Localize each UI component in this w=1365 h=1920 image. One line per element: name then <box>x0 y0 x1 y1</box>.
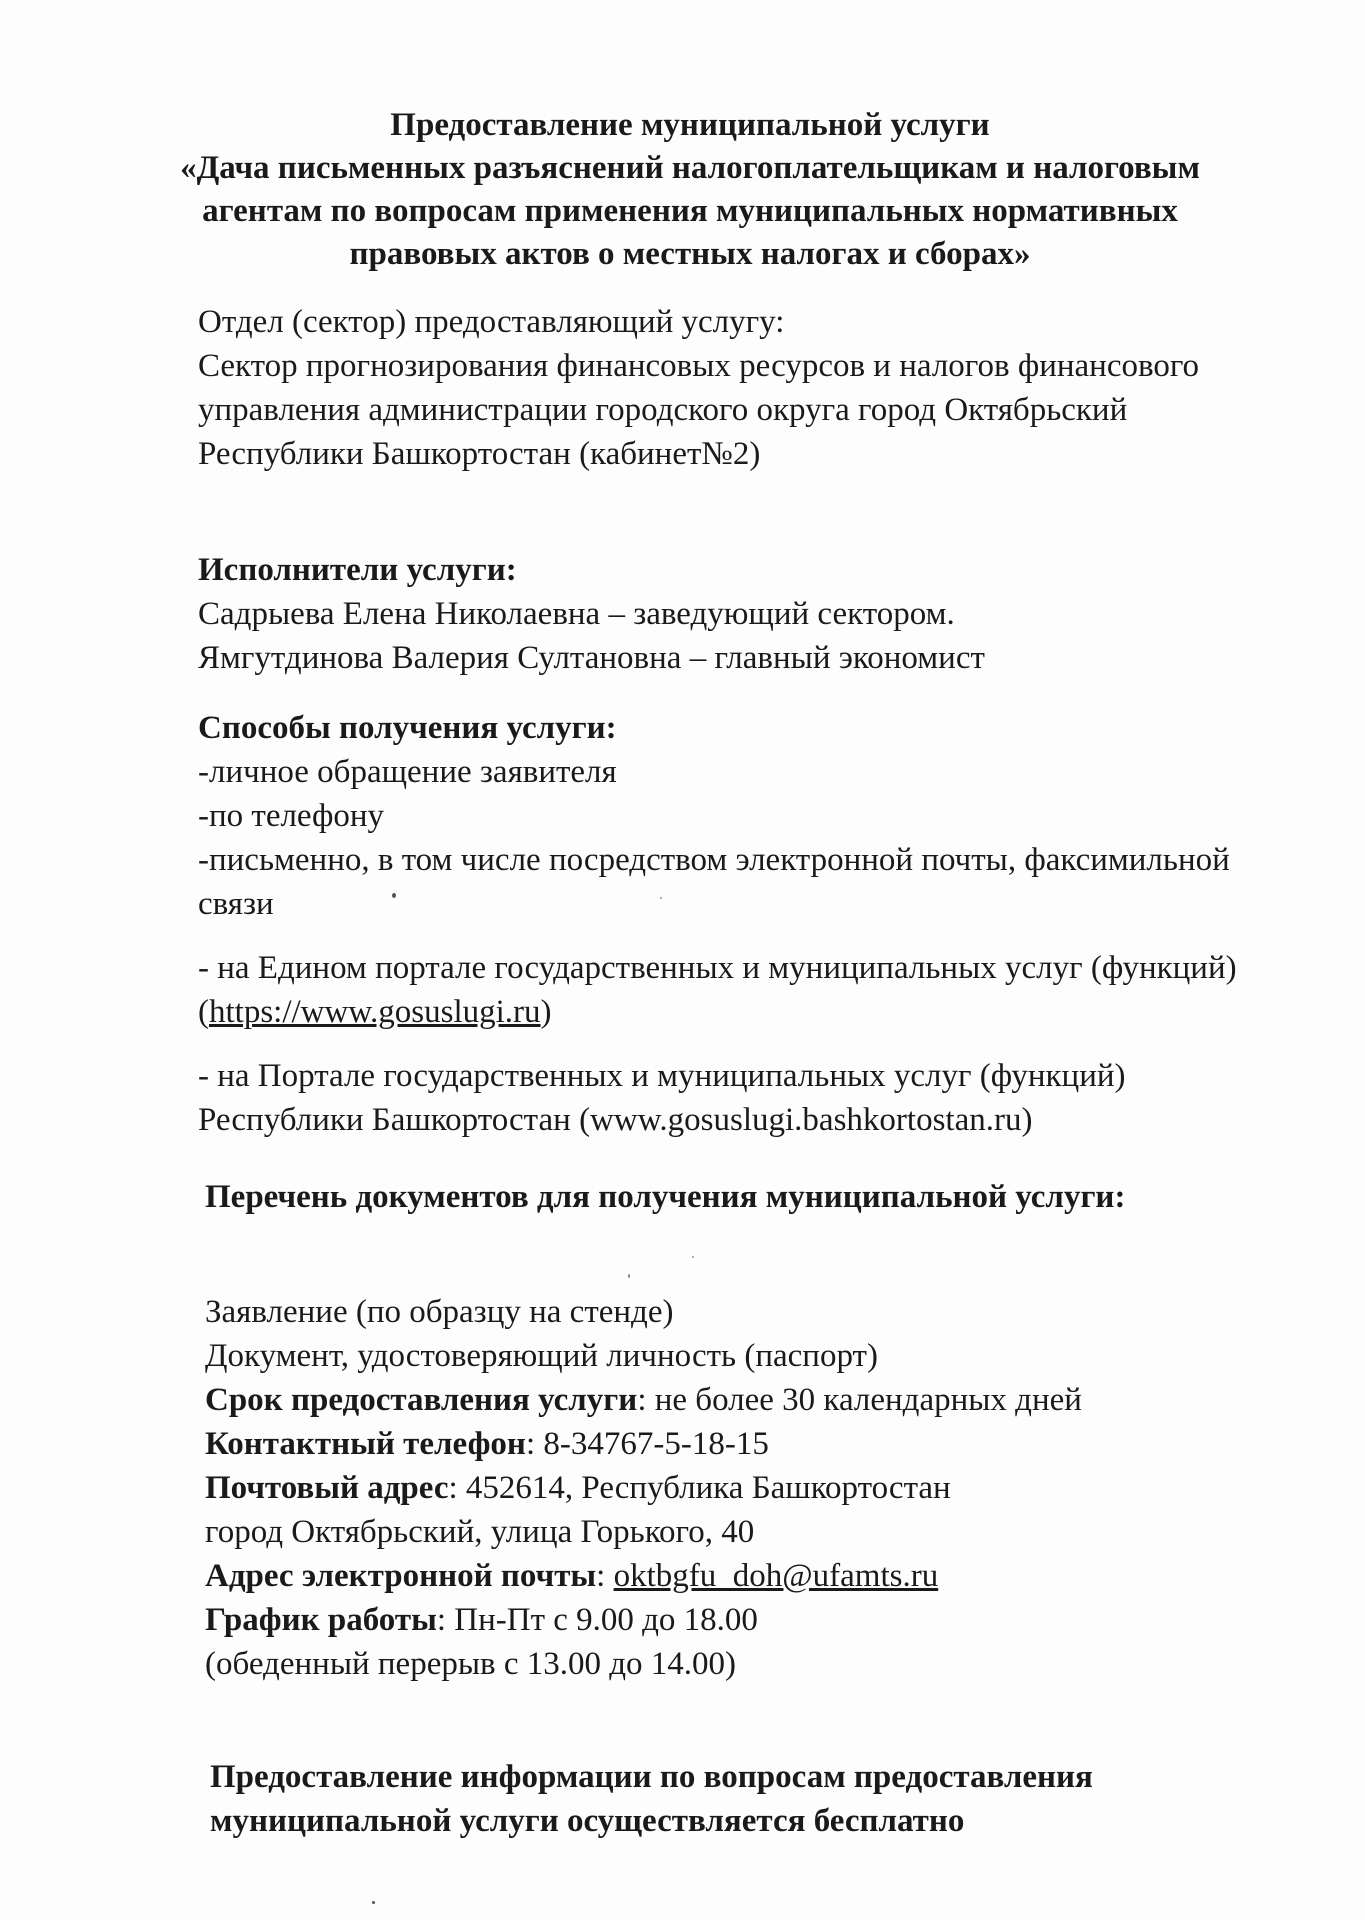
way-item: -по телефону <box>198 798 385 834</box>
department-label: Отдел (сектор) предоставляющий услугу: <box>198 304 785 340</box>
way-item-link-line: (https://www.gosuslugi.ru) <box>198 994 552 1030</box>
way-item: -письменно, в том числе посредством электронной почты, факсимильной <box>198 842 1230 878</box>
department-section <box>198 300 1199 476</box>
executor-item: Ямгутдинова Валерия Султановна – главный экономист <box>198 640 985 676</box>
way-item: - на Едином портале государственных и муниципальных услуг (функций) <box>198 950 1237 986</box>
scan-speck <box>660 897 662 899</box>
schedule-label: График работы <box>205 1602 437 1638</box>
phone-label: Контактный телефон <box>205 1426 526 1462</box>
ways-heading: Способы получения услуги: <box>198 710 617 746</box>
email-link[interactable]: oktbgfu_doh@ufamts.ru <box>613 1558 939 1594</box>
title-line: Предоставление муниципальной услуги <box>390 107 990 143</box>
document-item: Документ, удостоверяющий личность (паспорт) <box>205 1338 878 1374</box>
documents-heading: Перечень документов для получения муниципальной услуги: <box>205 1179 1126 1215</box>
spacer <box>198 1034 1237 1054</box>
document-item: Заявление (по образцу на стенде) <box>205 1294 674 1330</box>
email-sep: : <box>596 1558 614 1594</box>
executor-item: Садрыева Елена Николаевна – заведующий сектором. <box>198 596 955 632</box>
footer-line: Предоставление информации по вопросам предоставления <box>210 1759 1093 1795</box>
executors-section <box>198 548 985 680</box>
term-value: : не более 30 календарных дней <box>637 1382 1082 1418</box>
title-line: правовых актов о местных налогах и сборах» <box>349 236 1031 272</box>
phone-line <box>205 1422 1082 1466</box>
address-line-2: город Октябрьский, улица Горького, 40 <box>205 1514 755 1550</box>
department-line: управления администрации городского округа город Октябрьский <box>198 392 1128 428</box>
scan-speck <box>392 893 396 898</box>
way-item: - на Портале государственных и муниципальных услуг (функций) <box>198 1058 1126 1094</box>
phone-value: : 8-34767-5-18-15 <box>525 1426 769 1462</box>
address-value: : 452614, Республика Башкортостан <box>448 1470 951 1506</box>
email-line <box>205 1554 1082 1598</box>
ways-section <box>198 706 1237 1142</box>
schedule-value: : Пн-Пт с 9.00 до 18.00 <box>436 1602 758 1638</box>
gosuslugi-link[interactable]: https://www.gosuslugi.ru <box>209 994 541 1030</box>
address-label: Почтовый адрес <box>205 1470 449 1506</box>
scan-speck <box>692 1256 694 1258</box>
title-line: агентам по вопросам применения муниципальных нормативных <box>202 193 1178 229</box>
way-item: Республики Башкортостан (www.gosuslugi.bashkortostan.ru) <box>198 1102 1033 1138</box>
department-line: Сектор прогнозирования финансовых ресурсов и налогов финансового <box>198 348 1200 384</box>
department-line: Республики Башкортостан (кабинет№2) <box>198 436 761 472</box>
schedule-line <box>205 1598 1082 1642</box>
address-line <box>205 1466 1082 1510</box>
scan-speck <box>628 1274 630 1278</box>
documents-section <box>205 1290 1082 1686</box>
document-title <box>150 104 1230 276</box>
documents-heading-block <box>205 1175 1125 1219</box>
term-label: Срок предоставления услуги <box>205 1382 638 1418</box>
footer-note <box>210 1755 1093 1843</box>
title-line: «Дача письменных разъяснений налогоплательщикам и налоговым <box>180 150 1200 186</box>
way-item: -личное обращение заявителя <box>198 754 617 790</box>
way-item: связи <box>198 886 274 922</box>
spacer <box>198 926 1237 946</box>
term-line <box>205 1378 1082 1422</box>
scan-speck <box>372 1901 375 1904</box>
footer-line: муниципальной услуги осуществляется бесплатно <box>210 1803 965 1839</box>
break-line: (обеденный перерыв с 13.00 до 14.00) <box>205 1646 737 1682</box>
email-label: Адрес электронной почты <box>205 1558 597 1594</box>
executors-heading: Исполнители услуги: <box>198 552 517 588</box>
